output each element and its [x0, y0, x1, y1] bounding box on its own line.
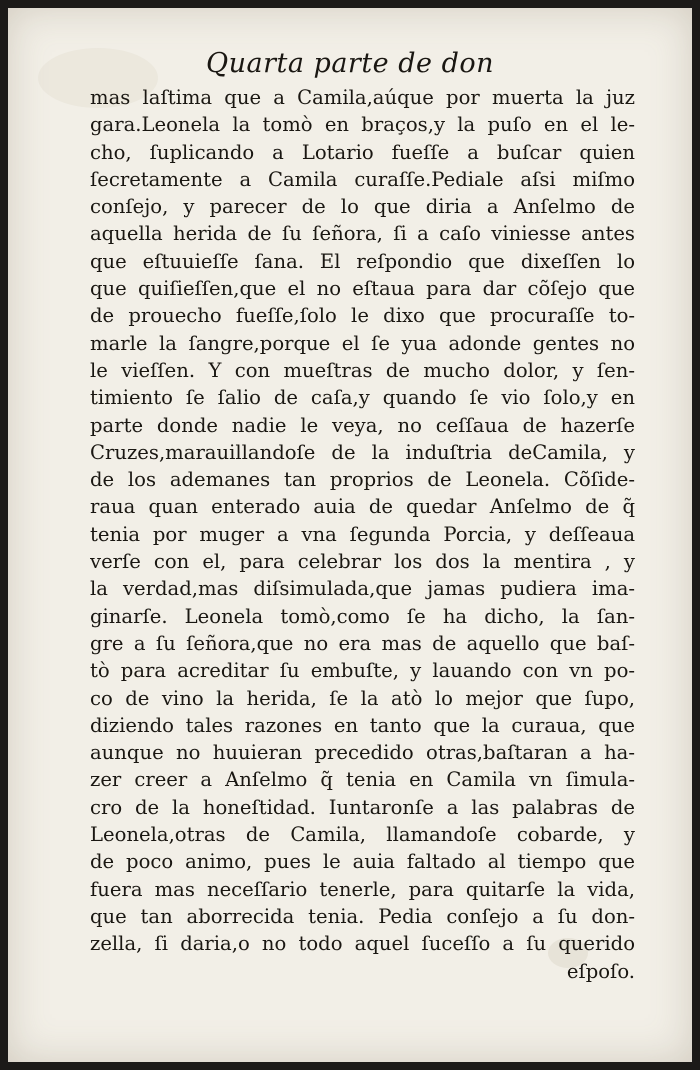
text-line: Leonela,otras de Camila, llamandoſe cobarde, y [90, 823, 635, 847]
text-line: cro de la honeſtidad. Iuntaronſe a las palabras de [90, 795, 635, 819]
text-line: que eſtuuieſſe ſana. El reſpondio que dixeſſen lo [90, 249, 635, 273]
text-line: tenia por muger a vna ſegunda Porcia, y deſſeaua [90, 522, 635, 546]
text-line: timiento ſe ſalio de caſa,y quando ſe vio ſolo,y en [90, 386, 635, 410]
text-line: aquella herida de ſu ſeñora, ſi a caſo viniesse antes [90, 222, 635, 246]
text-line: verſe con el, para celebrar los dos la mentira , y [90, 550, 635, 574]
text-line: tò para acreditar ſu embuſte, y lauando con vn po- [90, 659, 635, 683]
text-line: de prouecho fueſſe,ſolo le dixo que procuraſſe to- [90, 304, 635, 328]
text-line: conſejo, y parecer de lo que diria a Anſelmo de [90, 195, 635, 219]
text-line: la verdad,mas diſsimulada,que jamas pudiera ima- [90, 577, 635, 601]
text-line: que tan aborrecida tenia. Pedia conſejo a ſu don- [90, 904, 635, 928]
book-page [8, 8, 692, 1062]
text-line: co de vino la herida, ſe la atò lo mejor que ſupo, [90, 686, 635, 710]
text-line: parte donde nadie le veya, no ceſſaua de hazerſe [90, 413, 635, 437]
text-line: zella, ſi daria,o no todo aquel ſuceſſo a ſu querido [90, 932, 635, 956]
text-line: zer creer a Anſelmo q̃ tenia en Camila vn ſimula- [90, 768, 635, 792]
text-line: Cruzes,marauillandoſe de la induſtria deCamila, y [90, 440, 635, 464]
text-line: marle la ſangre,porque el ſe yua adonde gentes no [90, 331, 635, 355]
text-line: que quiſieſſen,que el no eſtaua para dar cõſejo que [90, 277, 635, 301]
body-text [90, 84, 635, 985]
text-line: ginarſe. Leonela tomò,como ſe ha dicho, la ſan- [90, 604, 635, 628]
text-line: gara.Leonela la tomò en braços,y la puſo en el le- [90, 113, 635, 137]
text-line: gre a ſu ſeñora,que no era mas de aquello que baſ- [90, 631, 635, 655]
running-head: Quarta parte de don [205, 48, 495, 79]
text-line: aunque no huuieran precedido otras,baſtaran a ha- [90, 741, 635, 765]
text-line: diziendo tales razones en tanto que la curaua, que [90, 713, 635, 737]
text-line: le vieſſen. Y con mueſtras de mucho dolor, y ſen- [90, 358, 635, 382]
text-line: mas laſtima que a Camila,aúque por muerta la juz [90, 86, 635, 109]
text-line: cho, ſuplicando a Lotario fueſſe a buſcar quien [90, 140, 635, 164]
text-line: ſecretamente a Camila curaſſe.Pediale aſsi miſmo [90, 167, 635, 191]
text-line: fuera mas neceſſario tenerle, para quitarſe la vida, [90, 877, 635, 901]
text-line: eſpoſo. [566, 959, 635, 983]
text-line: de los ademanes tan proprios de Leonela. Cõſide- [90, 468, 635, 492]
text-line: de poco animo, pues le auia faltado al tiempo que [90, 850, 635, 874]
text-line: raua quan enterado auia de quedar Anſelmo de q̃ [90, 495, 635, 519]
